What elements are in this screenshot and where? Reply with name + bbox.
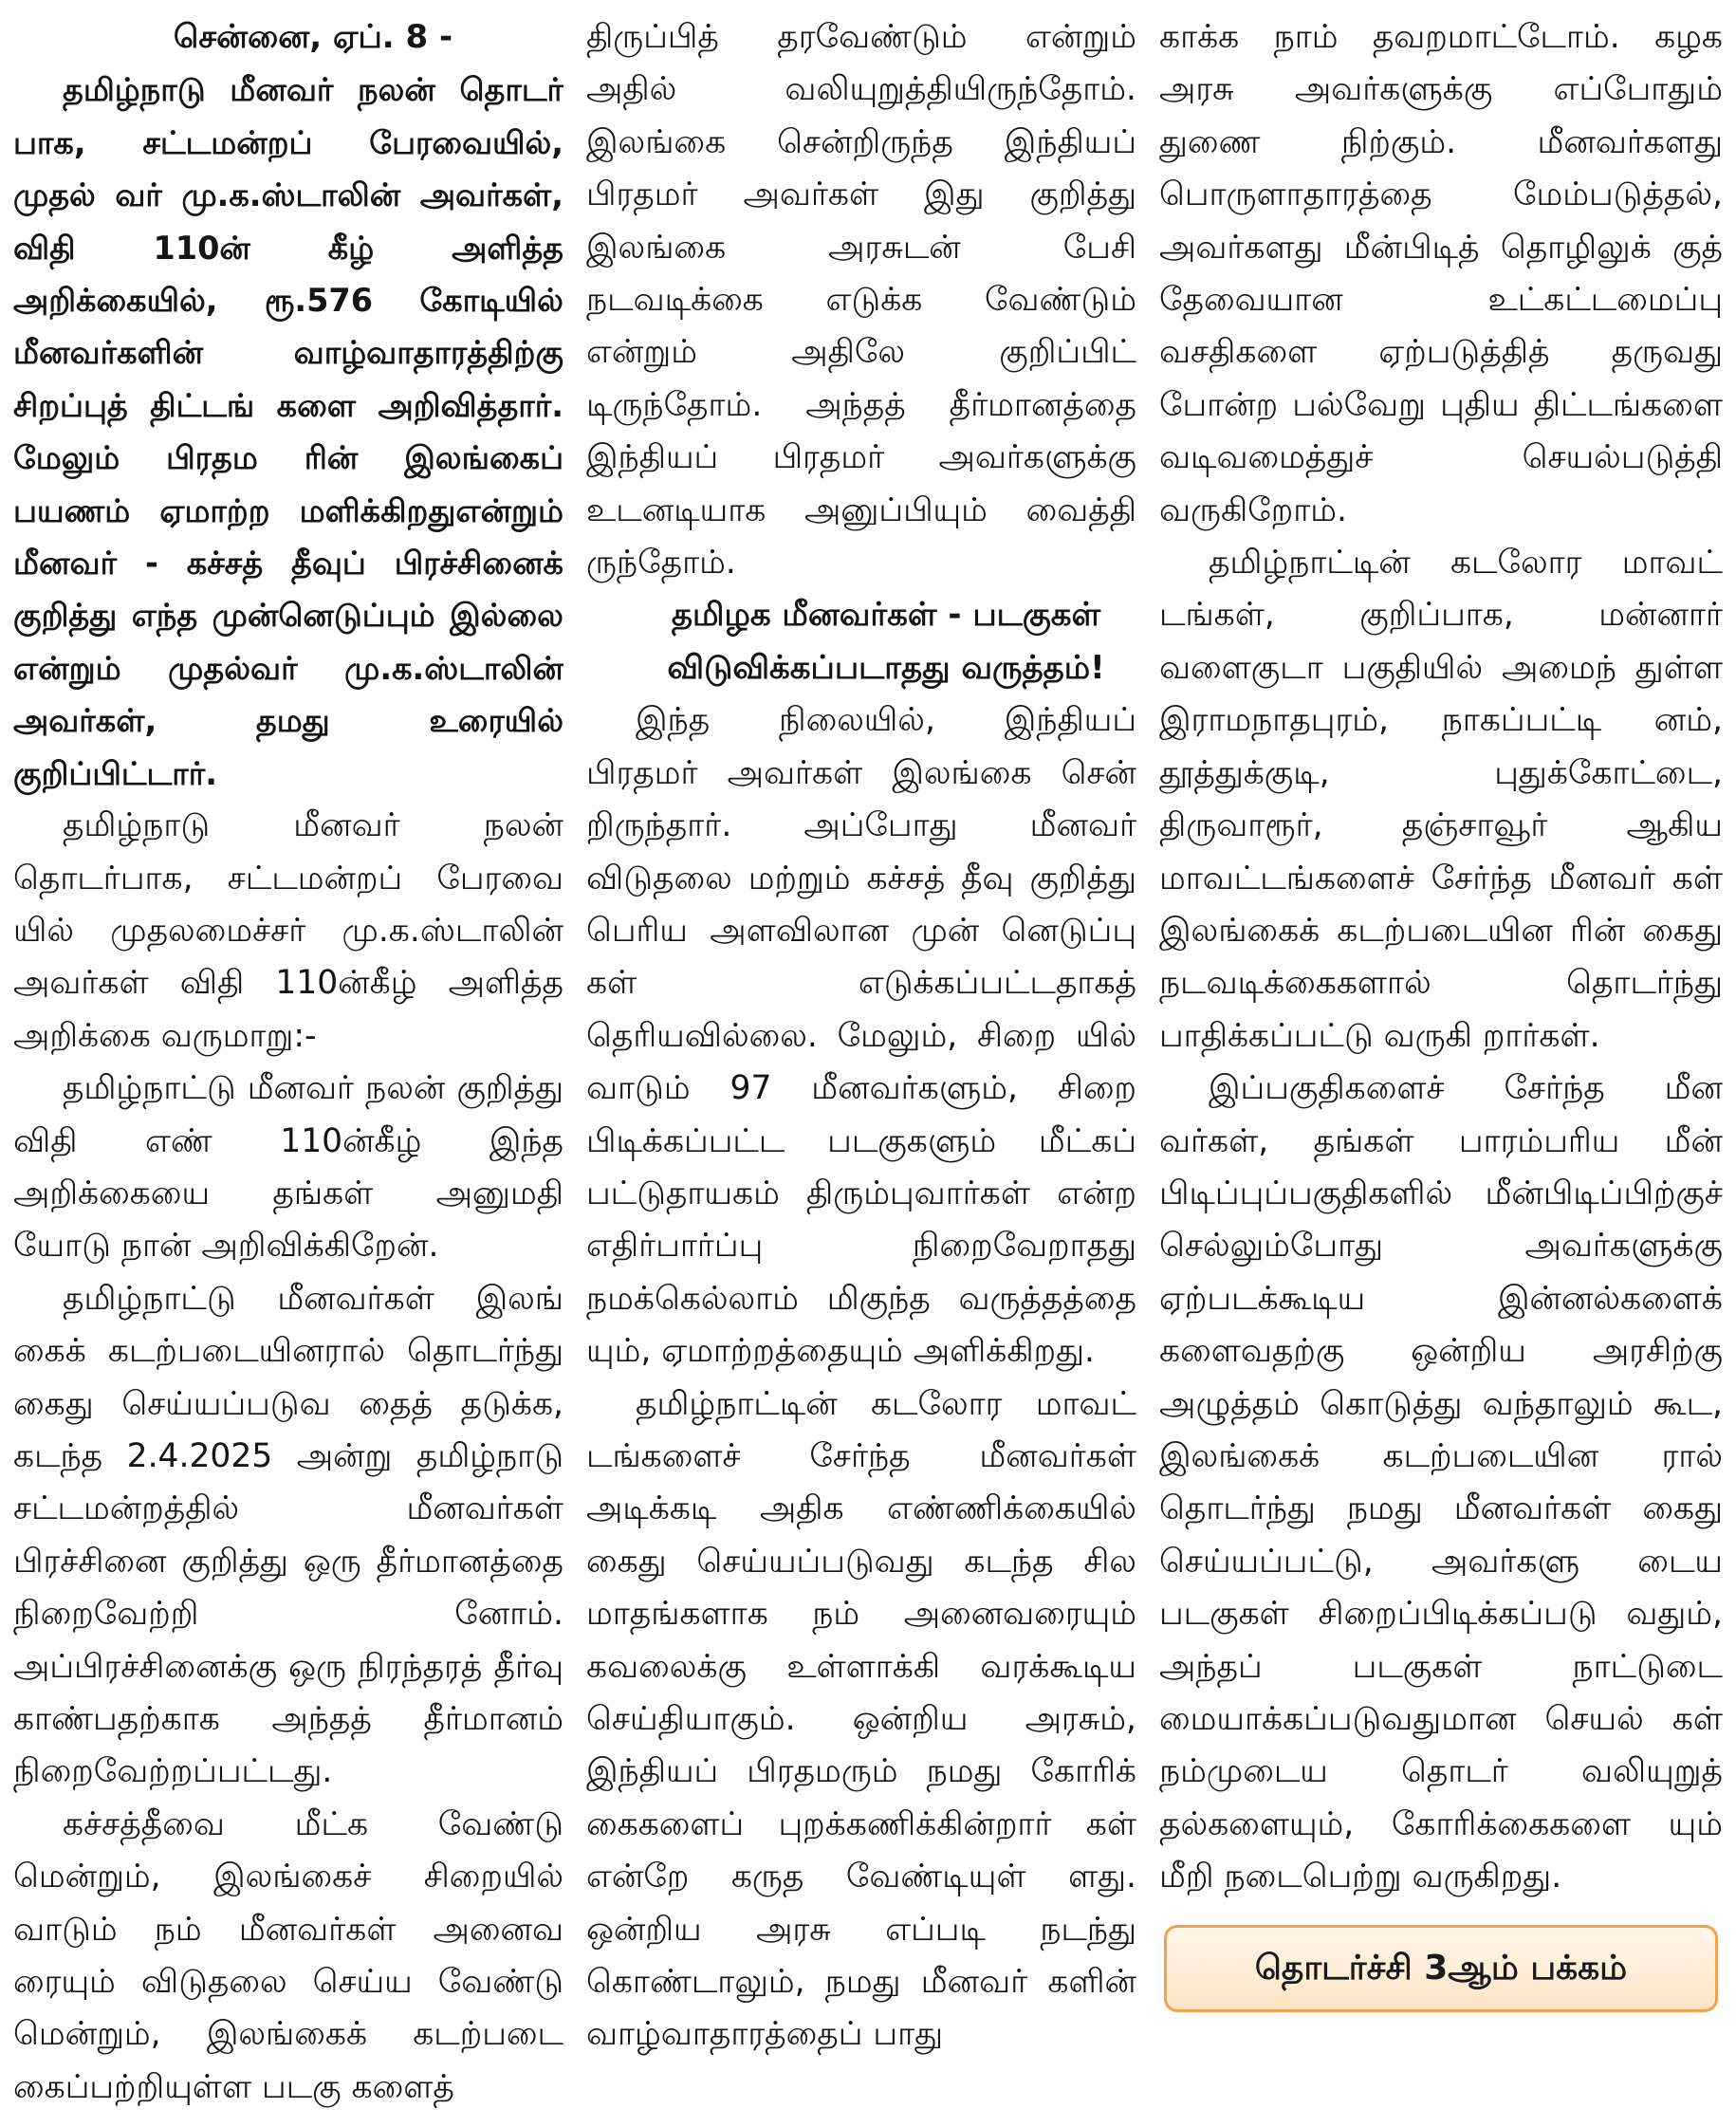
dateline: சென்னை, ஏப். 8 -	[173, 18, 453, 56]
subheading-line-1: தமிழக மீனவர்கள் - படகுகள்	[671, 596, 1101, 635]
article-column-3	[1159, 11, 1723, 2127]
continued-paragraph: திருப்பித் தரவேண்டும் என்றும் அதில் வலியுறுத்தியிருந்தோம். இலங்கை சென்றிருந்த இந்தியப் பிரதமர் அவர்கள் இது குறித்து இலங்கை அரசுடன் பேசி நடவடிக்கை எடுக்க வேண்டும் என்றும் அதிலே குறிப்பிட் டிருந்தோம். அந்தத் தீர்மானத்தை இந்தியப் பிரதமர் அவர்களுக்கு உடனடியாக அனுப்பியும் வைத்தி ருந்தோம்.	[586, 18, 1136, 583]
body-paragraph: தமிழ்நாட்டின் கடலோர மாவட் டங்களைச் சேர்ந்த மீனவர்கள் அடிக்கடி அதிக எண்ணிக்கையில் கைது செய்யப்படுவது கடந்த சில மாதங்களாக நம் அனைவரையும் கவலைக்கு உள்ளாக்கி வரக்கூடிய செய்தியாகும். ஒன்றிய அரசும், இந்தியப் பிரதமரும் நமது கோரிக் கைகளைப் புறக்கணிக்கின்றார் கள் என்றே கருத வேண்டியுள் ளது. ஒன்றிய அரசு எப்படி நடந்து கொண்டாலும், நமது மீனவர் களின் வாழ்வாதாரத்தைப் பாது	[586, 1384, 1136, 2054]
article-column-2	[581, 11, 1142, 2127]
lead-paragraph: தமிழ்நாடு மீனவர் நலன் தொடர் பாக, சட்டமன்றப் பேரவையில், முதல் வர் மு.க.ஸ்டாலின் அவர்கள், விதி 110ன் கீழ் அளித்த அறிக்கையில், ரூ.576 கோடியில் மீனவர்களின் வாழ்வாதாரத்திற்கு சிறப்புத் திட்டங் களை அறிவித்தார். மேலும் பிரதம ரின் இலங்கைப் பயணம் ஏமாற்ற மளிக்கிறதுஎன்றும் மீனவர் - கச்சத் தீவுப் பிரச்சினைக் குறித்து எந்த முன்னெடுப்பும் இல்லை என்றும் முதல்வர் மு.க.ஸ்டாலின் அவர்கள், தமது உரையில் குறிப்பிட்டார்.	[13, 71, 563, 792]
body-paragraph: தமிழ்நாட்டின் கடலோர மாவட் டங்கள், குறிப்பாக, மன்னார் வளைகுடா பகுதியில் அமைந் துள்ள இராமநாதபுரம், நாகப்பட்டி னம், தூத்துக்குடி, புதுக்கோட்டை, திருவாரூர், தஞ்சாவூர் ஆகிய மாவட்டங்களைச் சேர்ந்த மீனவர் கள் இலங்கைக் கடற்படையின ரின் கைது நடவடிக்கைகளால் தொடர்ந்து பாதிக்கப்பட்டு வருகி றார்கள்.	[1159, 544, 1723, 1055]
body-paragraph: தமிழ்நாடு மீனவர் நலன் தொடர்பாக, சட்டமன்றப் பேரவை யில் முதலமைச்சர் மு.க.ஸ்டாலின் அவர்கள் விதி 110ன்கீழ் அளித்த அறிக்கை வருமாறு:-	[13, 806, 563, 1055]
body-paragraph: இந்த நிலையில், இந்தியப் பிரதமர் அவர்கள் இலங்கை சென் றிருந்தார். அப்போது மீனவர் விடுதலை மற்றும் கச்சத் தீவு குறித்து பெரிய அளவிலான முன் னெடுப்பு கள் எடுக்கப்பட்டதாகத் தெரியவில்லை. மேலும், சிறை யில் வாடும் 97 மீனவர்களும், சிறை பிடிக்கப்பட்ட படகுகளும் மீட்கப் பட்டுதாயகம் திரும்புவார்கள் என்ற எதிர்பார்ப்பு நிறைவேறாதது நமக்கெல்லாம் மிகுந்த வருத்தத்தை யும், ஏமாற்றத்தையும் அளிக்கிறது.	[586, 701, 1136, 1371]
body-paragraph: தமிழ்நாட்டு மீனவர் நலன் குறித்து விதி எண் 110ன்கீழ் இந்த அறிக்கையை தங்கள் அனுமதி யோடு நான் அறிவிக்கிறேன்.	[13, 1069, 563, 1266]
continuation-notice: தொடர்ச்சி 3ஆம் பக்கம்	[1164, 1925, 1718, 2012]
article-column-1	[13, 11, 563, 2127]
subheading-line-2: விடுவிக்கப்படாதது வருத்தம்!	[667, 648, 1105, 687]
body-paragraph: கச்சத்தீவை மீட்க வேண்டு மென்றும், இலங்கைச் சிறையில் வாடும் நம் மீனவர்கள் அனைவ ரையும் விடுதலை செய்ய வேண்டு மென்றும், இலங்கைக் கடற்படை கைப்பற்றியுள்ள படகு களைத்	[13, 1804, 563, 2106]
body-paragraph: இப்பகுதிகளைச் சேர்ந்த மீன வர்கள், தங்கள் பாரம்பரிய மீன் பிடிப்புப்பகுதிகளில் மீன்பிடிப்பிற்குச் செல்லும்போது அவர்களுக்கு ஏற்படக்கூடிய இன்னல்களைக் களைவதற்கு ஒன்றிய அரசிற்கு அழுத்தம் கொடுத்து வந்தாலும் கூட, இலங்கைக் கடற்படையின ரால் தொடர்ந்து நமது மீனவர்கள் கைது செய்யப்பட்டு, அவர்களு டைய படகுகள் சிறைப்பிடிக்கப்படு வதும், அந்தப் படகுகள் நாட்டுடை மையாக்கப்படுவதுமான செயல் கள் நம்முடைய தொடர் வலியுறுத் தல்களையும், கோரிக்கைகளை யும் மீறி நடைபெற்று வருகிறது.	[1159, 1069, 1723, 1896]
continued-paragraph: காக்க நாம் தவறமாட்டோம். கழக அரசு அவர்களுக்கு எப்போதும் துணை நிற்கும். மீனவர்களது பொருளாதாரத்தை மேம்படுத்தல், அவர்களது மீன்பிடித் தொழிலுக் குத் தேவையான உட்கட்டமைப்பு வசதிகளை ஏற்படுத்தித் தருவது போன்ற பல்வேறு புதிய திட்டங்களை வடிவமைத்துச் செயல்படுத்தி வருகிறோம்.	[1159, 18, 1723, 529]
body-paragraph: தமிழ்நாட்டு மீனவர்கள் இலங் கைக் கடற்படையினரால் தொடர்ந்து கைது செய்யப்படுவ தைத் தடுக்க, கடந்த 2.4.2025 அன்று தமிழ்நாடு சட்டமன்றத்தில் மீனவர்கள் பிரச்சினை குறித்து ஒரு தீர்மானத்தை நிறைவேற்றி னோம். அப்பிரச்சினைக்கு ஒரு நிரந்தரத் தீர்வு காண்பதற்காக அந்தத் தீர்மானம் நிறைவேற்றப்பட்டது.	[13, 1279, 563, 1791]
